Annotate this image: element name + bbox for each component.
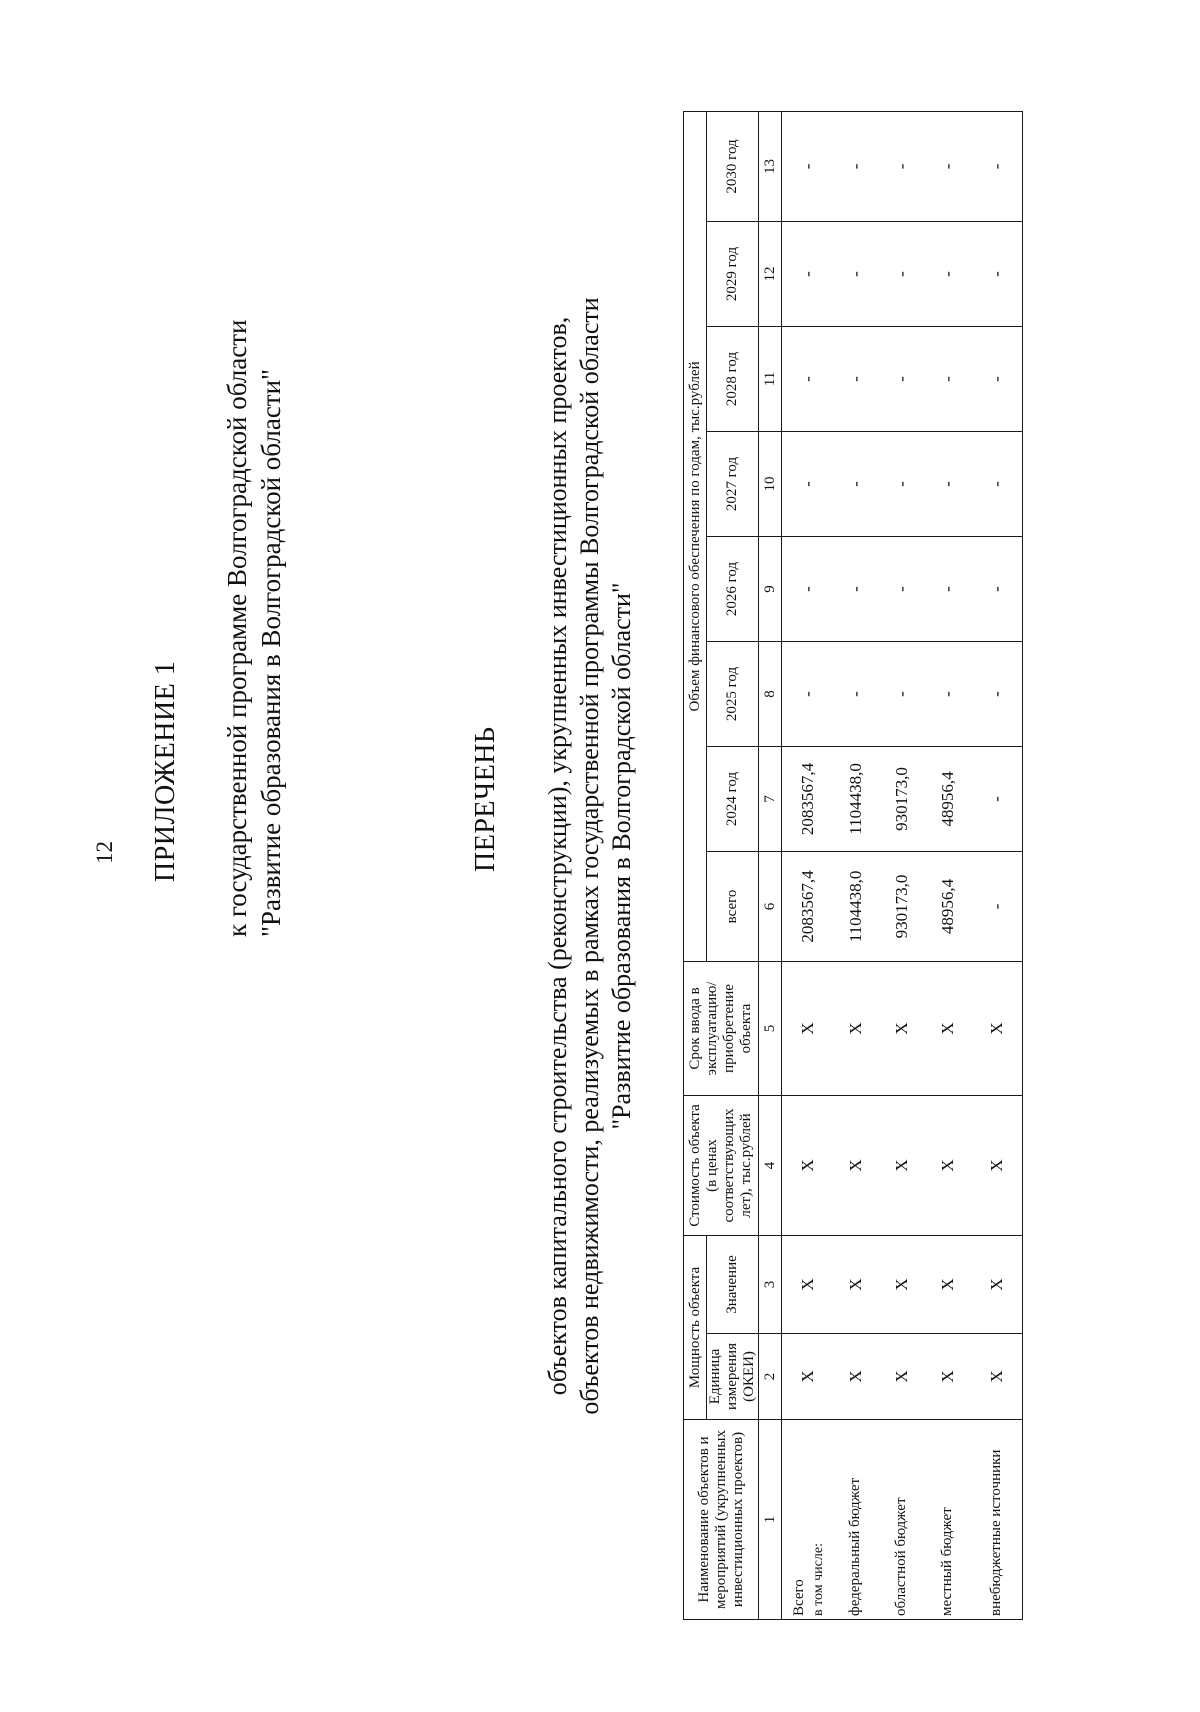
cell-2030: - — [878, 111, 924, 221]
cell-term: X — [832, 961, 878, 1095]
cell-cost: X — [832, 1095, 878, 1235]
table-row-total — [782, 111, 833, 1619]
column-number: 7 — [759, 746, 782, 851]
cell-total: - — [970, 851, 1023, 961]
cell-term: X — [924, 961, 970, 1095]
header-funding: Объем финансового обеспечения по годам, тыс.рублей — [684, 111, 707, 961]
cell-value: X — [970, 1235, 1023, 1333]
row-name: Всего — [791, 1579, 807, 1616]
financing-table — [683, 111, 1023, 1620]
appendix-line-1: к государственной программе Волгоградской области — [222, 319, 252, 937]
column-number: 2 — [759, 1334, 782, 1420]
header-total: всего — [707, 851, 759, 961]
column-number: 3 — [759, 1235, 782, 1333]
cell-term: X — [782, 961, 833, 1095]
cell-2026: - — [924, 536, 970, 641]
column-number: 5 — [759, 961, 782, 1095]
cell-2024: 2083567,4 — [782, 746, 833, 851]
cell-term: X — [878, 961, 924, 1095]
column-number: 11 — [759, 326, 782, 431]
heading-line-3: "Развитие образования в Волгоградской области" — [607, 582, 636, 1130]
cell-2024: 1104438,0 — [832, 746, 878, 851]
cell-2026: - — [878, 536, 924, 641]
column-number: 6 — [759, 851, 782, 961]
column-number: 1 — [759, 1420, 782, 1620]
cell-2026: - — [832, 536, 878, 641]
row-name: федеральный бюджет — [832, 1420, 878, 1620]
cell-total: 1104438,0 — [832, 851, 878, 961]
cell-2026: - — [782, 536, 833, 641]
cell-2029: - — [782, 221, 833, 326]
cell-2028: - — [924, 326, 970, 431]
appendix-line-2: "Развитие образования в Волгоградской области" — [256, 368, 286, 937]
cell-value: X — [878, 1235, 924, 1333]
header-capacity: Мощность объекта — [684, 1235, 707, 1419]
header-unit: Единица измерения (ОКЕИ) — [707, 1334, 759, 1420]
column-number-row — [759, 111, 782, 1619]
row-name: внебюджетные источники — [970, 1420, 1023, 1620]
header-year-2028: 2028 год — [707, 326, 759, 431]
document-title: ПЕРЕЧЕНЬ — [470, 726, 501, 872]
cell-2027: - — [878, 431, 924, 536]
cell-2029: - — [970, 221, 1023, 326]
cell-cost: X — [878, 1095, 924, 1235]
appendix-title: ПРИЛОЖЕНИЕ 1 — [150, 660, 181, 882]
cell-cost: X — [924, 1095, 970, 1235]
cell-2024: 48956,4 — [924, 746, 970, 851]
cell-2028: - — [782, 326, 833, 431]
table-row-extrabudgetary — [970, 111, 1023, 1619]
cell-2028: - — [832, 326, 878, 431]
table-row-regional — [878, 111, 924, 1619]
cell-total: 930173,0 — [878, 851, 924, 961]
cell-term: X — [970, 961, 1023, 1095]
table-row-local — [924, 111, 970, 1619]
header-year-2029: 2029 год — [707, 221, 759, 326]
cell-value: X — [832, 1235, 878, 1333]
column-number: 13 — [759, 111, 782, 221]
header-year-2030: 2030 год — [707, 111, 759, 221]
cell-value: X — [924, 1235, 970, 1333]
cell-2029: - — [924, 221, 970, 326]
cell-2025: - — [878, 641, 924, 746]
cell-2024: - — [970, 746, 1023, 851]
cell-unit: X — [832, 1334, 878, 1420]
cell-2030: - — [924, 111, 970, 221]
cell-2024: 930173,0 — [878, 746, 924, 851]
heading-line-1: объектов капитального строительства (реконструкции), укрупненных инвестиционных проектов, — [543, 316, 572, 1396]
appendix-text — [220, 117, 288, 937]
header-cost: Стоимость объекта (в ценах соответствующих лет), тыс.рублей — [684, 1095, 759, 1235]
cell-2030: - — [782, 111, 833, 221]
header-value: Значение — [707, 1235, 759, 1333]
cell-2027: - — [924, 431, 970, 536]
row-name: местный бюджет — [924, 1420, 970, 1620]
cell-unit: X — [878, 1334, 924, 1420]
page-number: 12 — [92, 841, 117, 864]
cell-cost: X — [970, 1095, 1023, 1235]
cell-total: 2083567,4 — [782, 851, 833, 961]
header-year-2026: 2026 год — [707, 536, 759, 641]
row-name-cell — [782, 1420, 833, 1620]
document-heading — [542, 150, 638, 1562]
cell-value: X — [782, 1235, 833, 1333]
table-row-federal — [832, 111, 878, 1619]
cell-2025: - — [782, 641, 833, 746]
cell-2025: - — [924, 641, 970, 746]
cell-2026: - — [970, 536, 1023, 641]
cell-cost: X — [782, 1095, 833, 1235]
cell-total: 48956,4 — [924, 851, 970, 961]
cell-2027: - — [782, 431, 833, 536]
column-number: 10 — [759, 431, 782, 536]
column-number: 8 — [759, 641, 782, 746]
cell-2029: - — [878, 221, 924, 326]
column-number: 9 — [759, 536, 782, 641]
row-note: в том числе: — [811, 1543, 826, 1616]
row-name: областной бюджет — [878, 1420, 924, 1620]
cell-2030: - — [970, 111, 1023, 221]
cell-2029: - — [832, 221, 878, 326]
cell-2025: - — [832, 641, 878, 746]
cell-2028: - — [970, 326, 1023, 431]
cell-2027: - — [970, 431, 1023, 536]
header-year-2025: 2025 год — [707, 641, 759, 746]
cell-2027: - — [832, 431, 878, 536]
cell-unit: X — [782, 1334, 833, 1420]
cell-2028: - — [878, 326, 924, 431]
heading-line-2: объектов недвижимости, реализуемых в рамках государственной программы Волгоградской области — [575, 297, 604, 1415]
cell-2025: - — [970, 641, 1023, 746]
header-term: Срок ввода в эксплуатацию/ приобретение объекта — [684, 961, 759, 1095]
header-year-2024: 2024 год — [707, 746, 759, 851]
header-year-2027: 2027 год — [707, 431, 759, 536]
column-number: 4 — [759, 1095, 782, 1235]
header-name: Наименование объектов и мероприятий (укрупненных инвестиционных проектов) — [684, 1420, 759, 1620]
cell-unit: X — [970, 1334, 1023, 1420]
cell-2030: - — [832, 111, 878, 221]
column-number: 12 — [759, 221, 782, 326]
cell-unit: X — [924, 1334, 970, 1420]
